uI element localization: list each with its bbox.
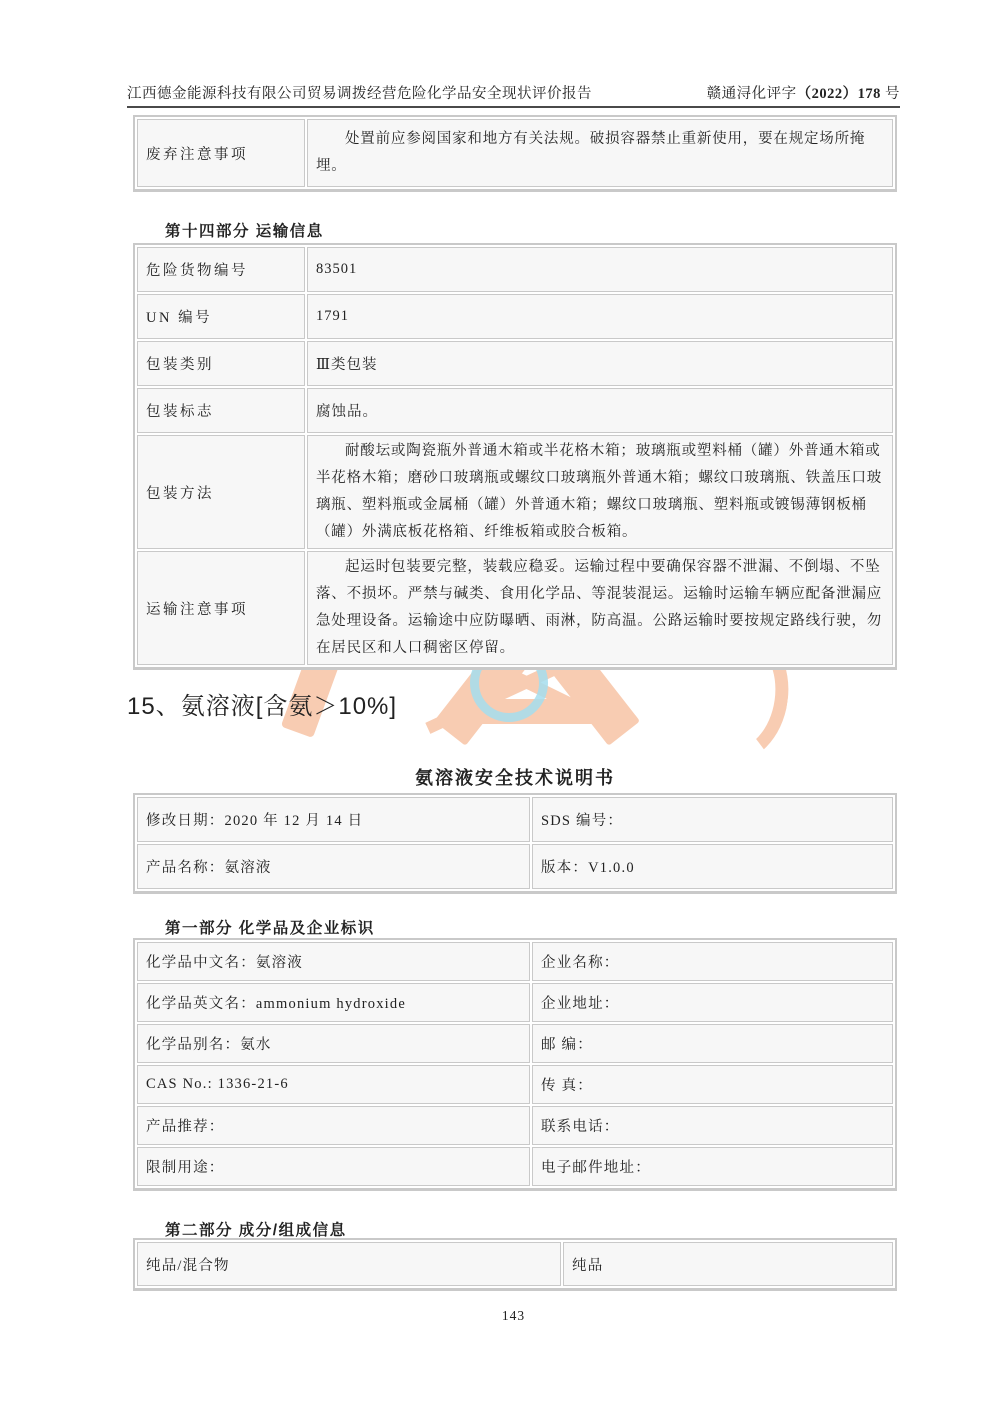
table-row [137,797,893,842]
table-row [137,388,893,433]
header-left-title: 江西德金能源科技有限公司贸易调拨经营危险化学品安全现状评价报告 [127,86,592,102]
section-1-heading: 第一部分 化学品及企业标识 [165,920,375,937]
row-cell-left: 限制用途： [137,1147,530,1186]
transport-table [133,243,897,670]
row-cell-left: 产品推荐： [137,1106,530,1145]
row-cell-left: 化学品中文名：氨溶液 [137,942,530,981]
section-2-heading: 第二部分 成分/组成信息 [165,1222,347,1239]
chemical-15-heading: 15、氨溶液[含氨＞10%] [127,693,398,720]
sds-title: 氨溶液安全技术说明书 [415,768,615,788]
row-cell-right: 联系电话： [532,1106,893,1145]
row-cell-right: 纯品 [563,1242,893,1286]
row-cell-left: 化学品英文名：ammonium hydroxide [137,983,530,1022]
row-cell-left: 纯品/混合物 [137,1242,561,1286]
table-row [137,1024,893,1063]
table-row [137,983,893,1022]
header-divider [127,106,900,108]
composition-table [133,1238,897,1291]
page-number: 143 [501,1308,526,1323]
table-row [137,1106,893,1145]
row-cell-left: 化学品别名：氨水 [137,1024,530,1063]
row-cell-right: 版本：V1.0.0 [532,844,893,889]
identification-table [133,938,897,1191]
row-cell-right: 邮 编： [532,1024,893,1063]
section-14-heading: 第十四部分 运输信息 [165,223,324,240]
row-cell-right: SDS 编号： [532,797,893,842]
doc-number-prefix: 赣通浔化评字 [706,86,797,102]
table-row [137,1065,893,1104]
table-row [137,551,893,665]
row-label: 废弃注意事项 [137,119,305,187]
row-label: 包装方法 [137,435,305,549]
table-row [137,1242,893,1286]
row-label: UN 编号 [137,294,305,339]
row-cell-left: 修改日期：2020 年 12 月 14 日 [137,797,530,842]
sds-meta-table [133,793,897,894]
page-header [127,82,900,103]
row-cell-right: 企业名称： [532,942,893,981]
row-cell-right: 企业地址： [532,983,893,1022]
row-value: Ⅲ类包装 [307,341,893,386]
row-label: 包装标志 [137,388,305,433]
row-value: 83501 [307,247,893,292]
table-row [137,119,893,187]
table-row [137,435,893,549]
row-value: 腐蚀品。 [307,388,893,433]
row-cell-left: 产品名称：氨溶液 [137,844,530,889]
table-row [137,844,893,889]
row-cell-right: 传 真： [532,1065,893,1104]
header-right-doc-number [707,82,900,103]
row-label: 危险货物编号 [137,247,305,292]
row-label: 运输注意事项 [137,551,305,665]
doc-number-bold: （2022）178 [796,86,881,102]
row-value: 耐酸坛或陶瓷瓶外普通木箱或半花格木箱；玻璃瓶或塑料桶（罐）外普通木箱或半花格木箱；磨砂口玻璃瓶或螺纹口玻璃瓶外普通木箱；螺纹口玻璃瓶、铁盖压口玻璃瓶、塑料瓶或金属桶（罐）外普通木箱；螺纹口玻璃瓶、塑料瓶或镀锡薄钢板桶（罐）外满底板花格箱、纤维板箱或胶合板箱。 [307,435,893,549]
table-row [137,247,893,292]
table-row [137,1147,893,1186]
row-value: 1791 [307,294,893,339]
row-label: 包装类别 [137,341,305,386]
doc-number-suffix: 号 [880,86,900,102]
table-row [137,294,893,339]
row-cell-right: 电子邮件地址： [532,1147,893,1186]
disposal-table [133,115,897,192]
row-value: 起运时包装要完整，装载应稳妥。运输过程中要确保容器不泄漏、不倒塌、不坠落、不损坏。严禁与碱类、食用化学品、等混装混运。运输时运输车辆应配备泄漏应急处理设备。运输途中应防曝晒、雨淋，防高温。公路运输时要按规定路线行驶，勿在居民区和人口稠密区停留。 [307,551,893,665]
row-cell-left: CAS No.: 1336-21-6 [137,1065,530,1104]
table-row [137,341,893,386]
table-row [137,942,893,981]
row-value: 处置前应参阅国家和地方有关法规。破损容器禁止重新使用，要在规定场所掩埋。 [307,119,893,187]
